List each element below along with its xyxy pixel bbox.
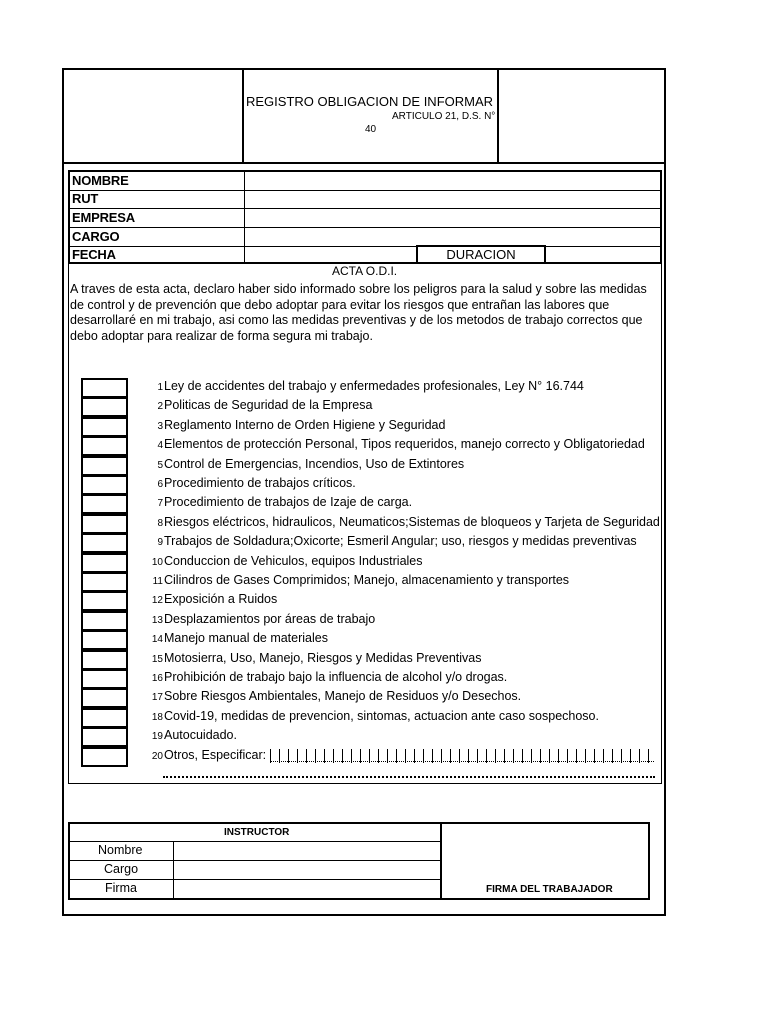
checklist-item	[150, 631, 328, 645]
checkbox-item-19[interactable]	[81, 727, 128, 747]
item-number: 10	[151, 556, 163, 568]
item-text: Motosierra, Uso, Manejo, Riesgos y Medidas Preventivas	[164, 650, 482, 665]
row-empresa[interactable]	[70, 209, 660, 228]
item-text: Procedimiento de trabajos críticos.	[164, 476, 356, 490]
item-number: 11	[152, 576, 163, 587]
checkbox-item-7[interactable]	[81, 494, 128, 514]
item-text: Control de Emergencias, Incendios, Uso de Extintores	[164, 456, 465, 471]
item-text: Autocuidado.	[164, 728, 237, 743]
instructor-cargo-label: Cargo	[104, 862, 139, 876]
item-text: Procedimiento de trabajos de Izaje de carga.	[164, 495, 413, 510]
checklist-item	[150, 554, 423, 568]
checklist-item	[150, 398, 372, 412]
checklist-item	[150, 515, 660, 529]
checkbox-item-6[interactable]	[81, 475, 128, 495]
label-rut: RUT	[72, 191, 99, 206]
item-number: 15	[151, 653, 163, 665]
instr-vline-2	[440, 823, 442, 899]
item-text: Exposición a Ruidos	[164, 592, 278, 607]
instructor-firma-label: Firma	[105, 881, 137, 895]
instr-vline-1	[173, 841, 174, 898]
worker-info-table	[68, 170, 662, 264]
item-number: 20	[151, 750, 163, 762]
label-empresa: EMPRESA	[72, 210, 135, 225]
form-subtitle-number: 40	[365, 124, 377, 135]
label-cargo: CARGO	[72, 229, 120, 244]
checkbox-item-5[interactable]	[81, 456, 128, 476]
checklist-item	[150, 689, 521, 703]
item-text: Covid-19, medidas de prevencion, sintomas, actuacion ante caso sospechoso.	[164, 708, 599, 723]
duracion-field[interactable]: DURACION	[416, 245, 546, 264]
item-text: Cilindros de Gases Comprimidos; Manejo, almacenamiento y transportes	[164, 573, 570, 587]
item-text: Prohibición de trabajo bajo la influencia de alcohol y/o drogas.	[164, 670, 508, 684]
item-number: 12	[151, 595, 163, 607]
row-cargo[interactable]	[70, 228, 660, 247]
item-number: 6	[157, 479, 163, 490]
item-number: 13	[151, 614, 163, 626]
item-text: Ley de accidentes del trabajo y enfermedades profesionales, Ley N° 16.744	[164, 379, 584, 393]
checklist-item	[150, 534, 637, 548]
row-fecha[interactable]	[70, 246, 660, 265]
item-text: Trabajos de Soldadura;Oxicorte; Esmeril Angular; uso, riesgos y medidas preventivas	[164, 534, 637, 549]
label-nombre: NOMBRE	[72, 173, 129, 188]
item-number: 2	[157, 401, 163, 413]
row-nombre[interactable]	[70, 172, 660, 191]
checkbox-item-1[interactable]	[81, 378, 128, 398]
item-text: Manejo manual de materiales	[164, 631, 328, 646]
item-number: 4	[157, 440, 163, 452]
checklist-item	[150, 670, 507, 684]
checkbox-item-20[interactable]	[81, 747, 128, 767]
item-text: Otros, Especificar:	[164, 747, 267, 762]
checklist-item	[150, 418, 445, 432]
item-number: 17	[151, 692, 163, 704]
checklist-item	[150, 379, 584, 393]
checkbox-item-18[interactable]	[81, 708, 128, 728]
checklist-item	[150, 728, 237, 742]
item-number: 8	[157, 517, 163, 529]
acta-title: ACTA O.D.I.	[332, 264, 398, 278]
item-number: 5	[157, 459, 163, 471]
checkbox-item-12[interactable]	[81, 591, 128, 611]
item-text: Politicas de Seguridad de la Empresa	[164, 398, 373, 413]
checkbox-item-16[interactable]	[81, 669, 128, 689]
checklist-item	[150, 573, 569, 587]
checkbox-item-3[interactable]	[81, 417, 128, 437]
item-text: Sobre Riesgos Ambientales, Manejo de Residuos y/o Desechos.	[164, 689, 522, 704]
checkbox-item-14[interactable]	[81, 630, 128, 650]
instructor-firma-field[interactable]	[175, 880, 439, 897]
item-text: Riesgos eléctricos, hidraulicos, Neumaticos;Sistemas de bloqueos y Tarjeta de Seguridad	[164, 514, 660, 529]
label-fecha: FECHA	[72, 247, 116, 262]
item-text: Reglamento Interno de Orden Higiene y Seguridad	[164, 417, 446, 432]
item-number: 16	[151, 673, 163, 684]
item-number: 19	[151, 731, 163, 743]
checklist-item	[150, 709, 599, 723]
acta-text: A traves de esta acta, declaro haber sido informado sobre los peligros para la salud y sobre las medidas de control y de prevención que debo adoptar para evitar los riesgos que entrañan las labores que desarrollaré en mi trabajo, asi como las medidas preventivas y de los metodos de trabajo correctos que debo adoptar para realizar de forma segura mi trabajo.	[70, 282, 647, 343]
row-rut[interactable]	[70, 190, 660, 209]
header-divider-left	[242, 69, 244, 163]
form-title: REGISTRO OBLIGACION DE INFORMAR	[246, 94, 494, 109]
item-number: 3	[157, 420, 163, 432]
item-number: 18	[151, 711, 163, 723]
instructor-nombre-label: Nombre	[98, 843, 143, 857]
item-number: 9	[157, 537, 163, 549]
item-number: 14	[151, 634, 163, 646]
checklist-item	[150, 748, 266, 762]
checklist-item	[150, 495, 412, 509]
instructor-cargo-field[interactable]	[175, 861, 439, 878]
checkbox-item-17[interactable]	[81, 688, 128, 708]
checklist-item	[150, 457, 464, 471]
otros-dotted-line[interactable]	[163, 776, 655, 778]
checklist-item	[150, 592, 277, 606]
checkbox-item-11[interactable]	[81, 572, 128, 592]
item-text: Elementos de protección Personal, Tipos requeridos, manejo correcto y Obligatoriedad	[164, 437, 645, 452]
checkbox-item-13[interactable]	[81, 611, 128, 631]
otros-specify-baseline	[270, 761, 654, 762]
item-number: 7	[157, 498, 163, 510]
item-number: 1	[157, 382, 163, 393]
form-subtitle: ARTICULO 21, D.S. N°	[392, 111, 496, 122]
header-divider-right	[497, 69, 499, 163]
instructor-title: INSTRUCTOR	[224, 827, 290, 838]
checklist-item	[150, 476, 356, 490]
item-text: Desplazamientos por áreas de trabajo	[164, 611, 376, 626]
checkbox-item-2[interactable]	[81, 397, 128, 417]
checkbox-item-9[interactable]	[81, 533, 128, 553]
checklist-item	[150, 437, 645, 451]
checklist-item	[150, 612, 375, 626]
checkbox-item-10[interactable]	[81, 553, 128, 573]
checkbox-item-15[interactable]	[81, 650, 128, 670]
header-bottom-line	[63, 162, 665, 164]
checkbox-item-8[interactable]	[81, 514, 128, 534]
item-text: Conduccion de Vehiculos, equipos Industriales	[164, 553, 423, 568]
checklist-item	[150, 651, 482, 665]
firma-trabajador-label: FIRMA DEL TRABAJADOR	[486, 884, 613, 895]
instructor-nombre-field[interactable]	[175, 842, 439, 859]
checkbox-item-4[interactable]	[81, 436, 128, 456]
